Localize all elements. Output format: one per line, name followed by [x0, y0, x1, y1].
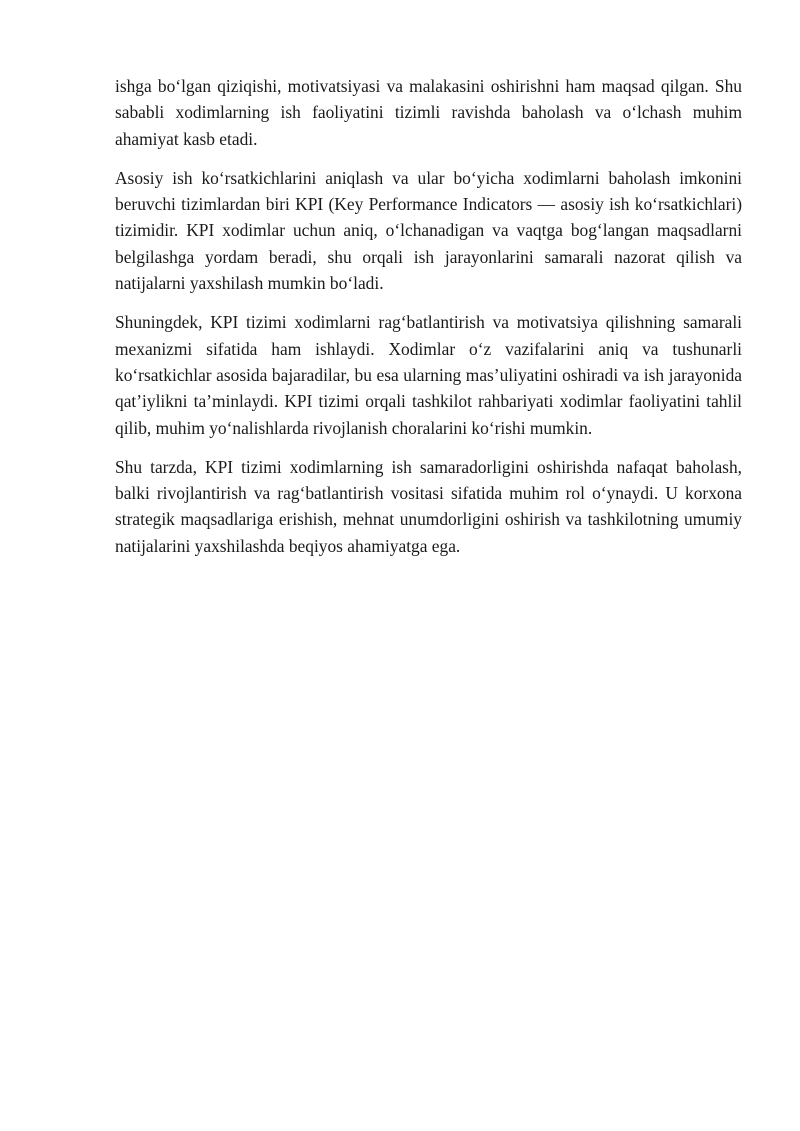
paragraph: Shu tarzda, KPI tizimi xodimlarning ish samaradorligini oshirishda nafaqat baholash, balki rivojlantirish va rag‘batlantirish vositasi sifatida muhim rol o‘ynaydi. U korxona strategik maqsadlariga erishish, mehnat unumdorligini oshirish va tashkilotning umumiy natijalarini yaxshilashda beqiyos ahamiyatga ega.: [115, 456, 742, 556]
paragraph: ishga bo‘lgan qiziqishi, motivatsiyasi va malakasini oshirishni ham maqsad qilgan. Shu sababli xodimlarning ish faoliyatini tizimli ravishda baholash va o‘lchash muhim ahamiyat kasb etadi.: [115, 76, 742, 149]
paragraph: Shuningdek, KPI tizimi xodimlarni rag‘batlantirish va motivatsiya qilishning samarali mexanizmi sifatida ham ishlaydi. Xodimlar o‘z vazifalarini aniq va tushunarli ko‘rsatkichlar asosida bajaradilar, bu esa ularning mas’uliyatini oshiradi va ish jarayonida qat’iylikni ta’minlaydi. KPI tizimi orqali tashkilot rahbariyati xodimlar faoliyatini tahlil qilib, muhim yo‘nalishlarda rivojlanish choralarini ko‘rishi mumkin.: [115, 312, 742, 438]
paragraph: Asosiy ish ko‘rsatkichlarini aniqlash va ular bo‘yicha xodimlarni baholash imkonini beruvchi tizimlardan biri KPI (Key Performance Indicators — asosiy ish ko‘rsatkichlari) tizimidir. KPI xodimlar uchun aniq, o‘lchanadigan va vaqtga bog‘langan maqsadlarni belgilashga yordam beradi, shu orqali ish jarayonlarini samarali nazorat qilish va natijalarni yaxshilash mumkin bo‘ladi.: [115, 167, 742, 294]
document-body: [115, 73, 742, 572]
